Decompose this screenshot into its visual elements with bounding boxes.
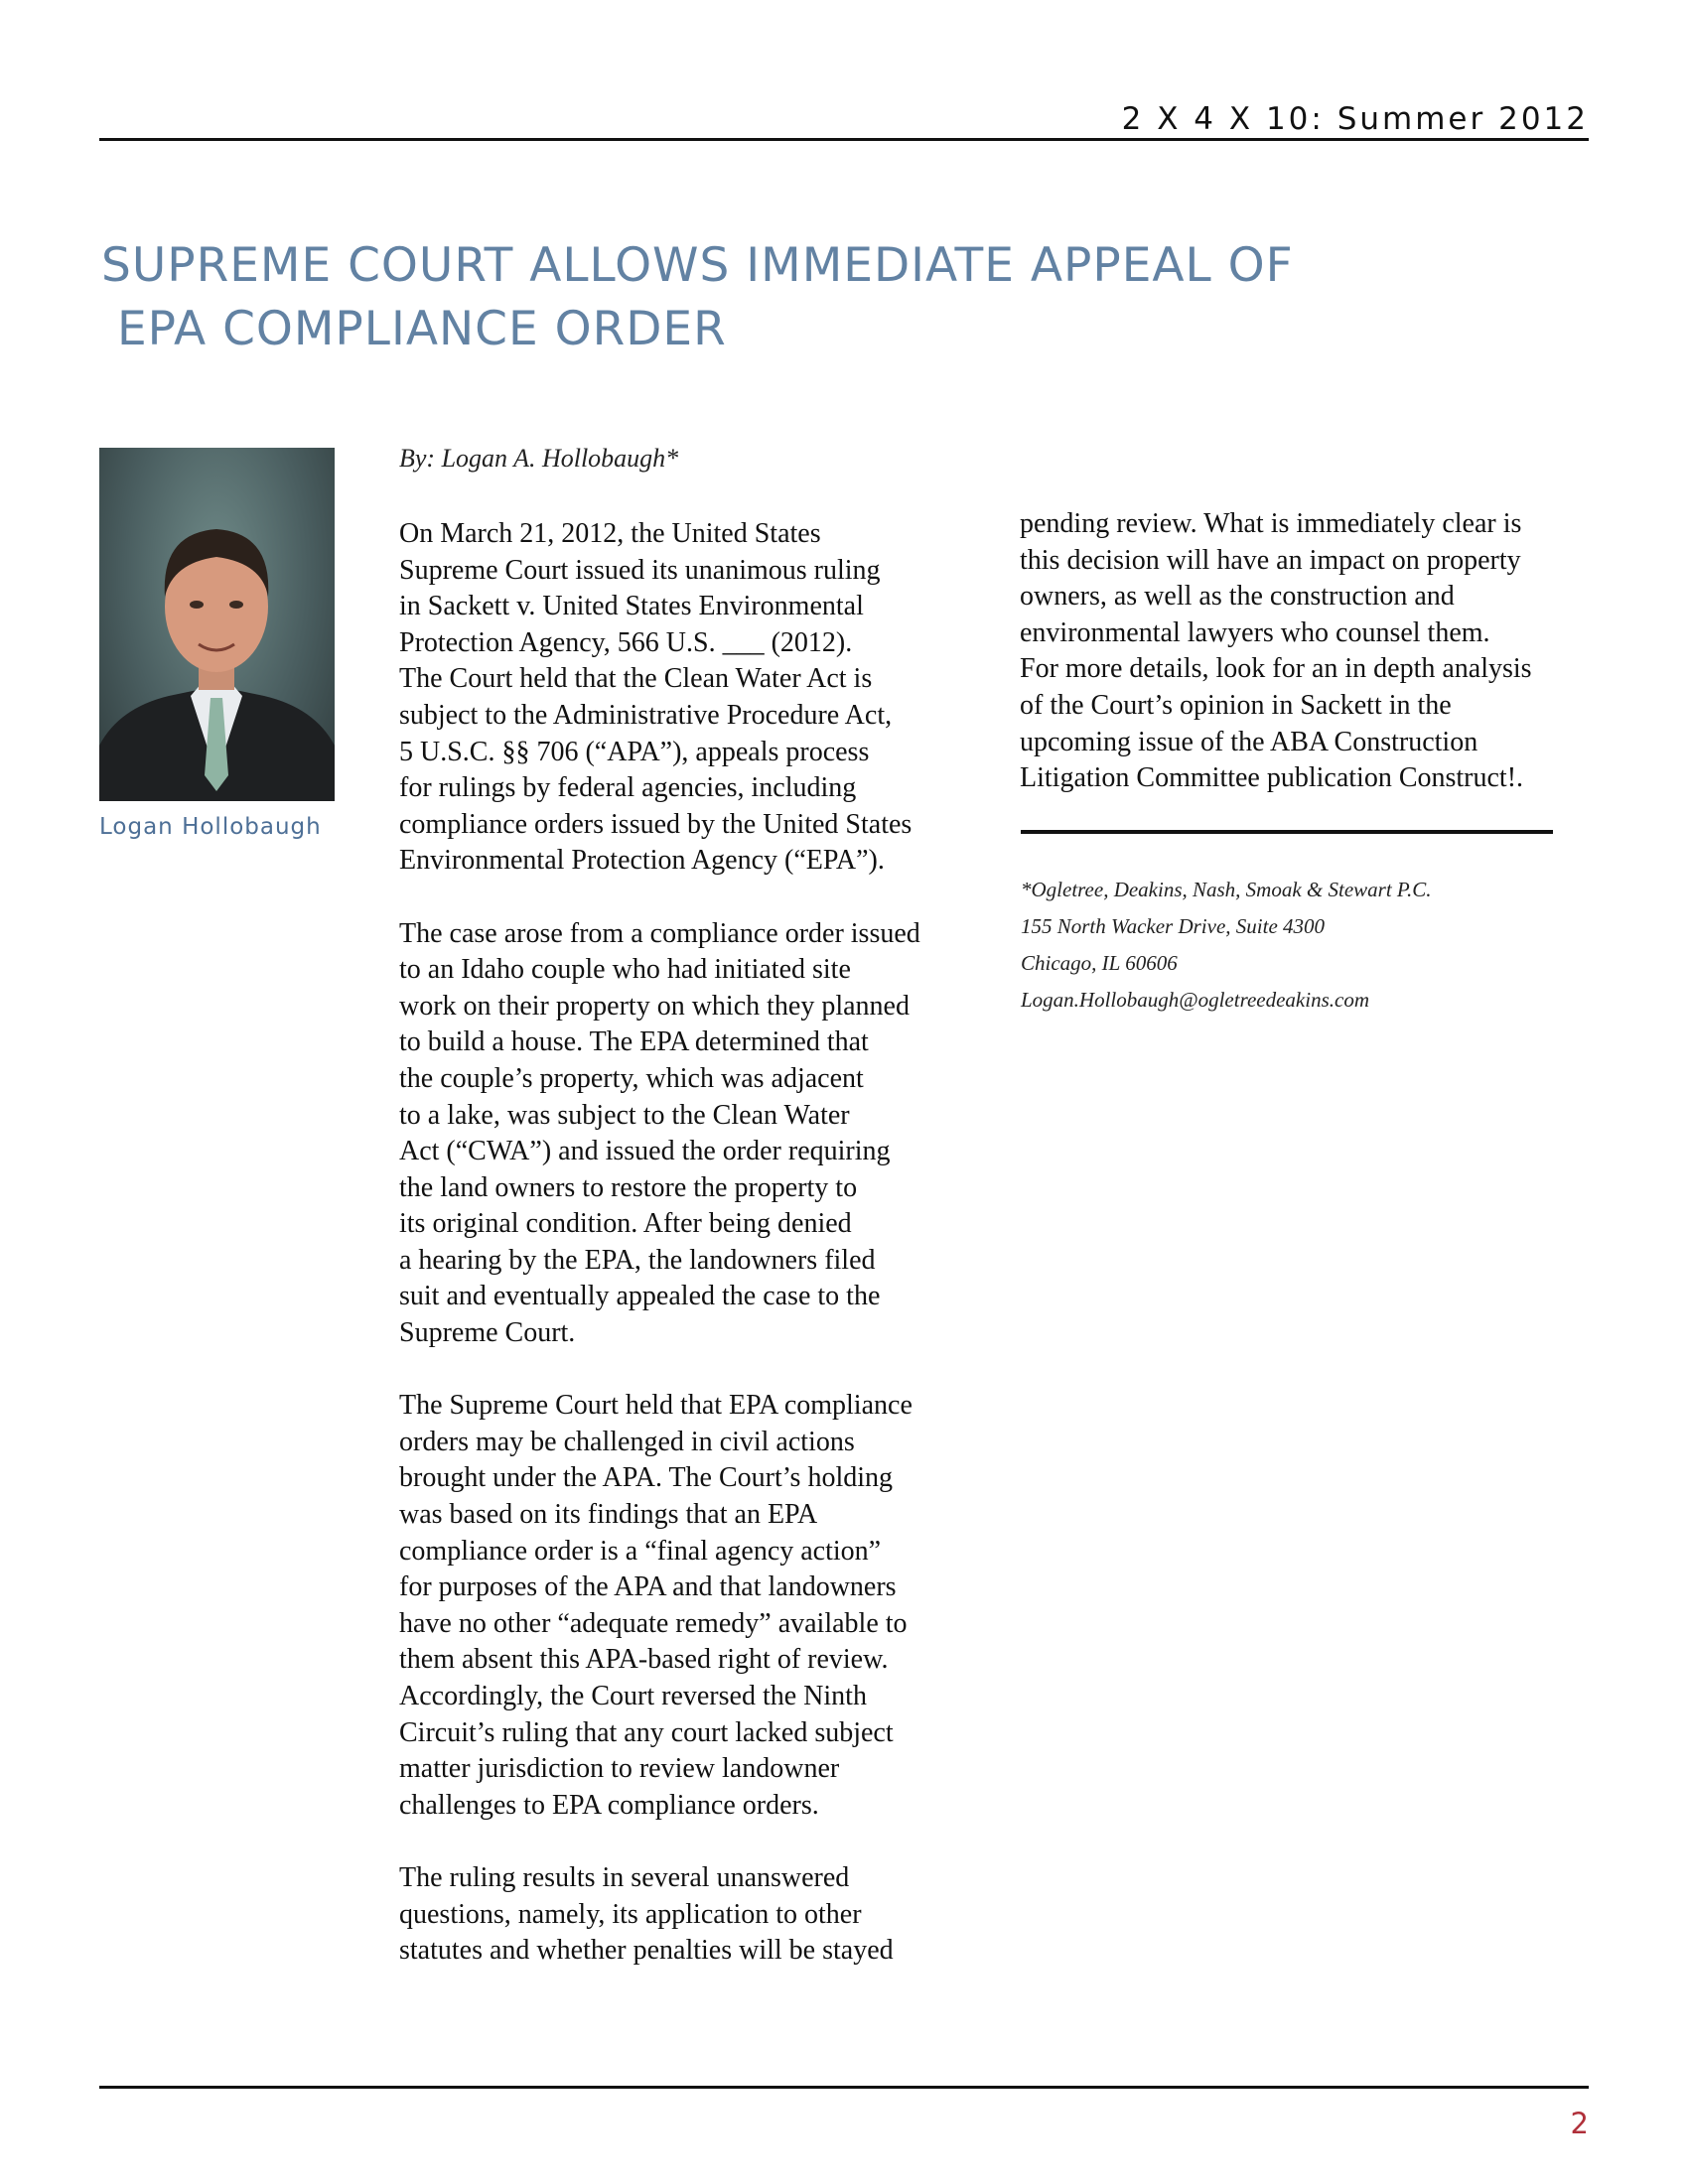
affiliation-email: Logan.Hollobaugh@ogletreedeakins.com bbox=[1021, 988, 1369, 1012]
text-line: for rulings by federal agencies, including bbox=[399, 772, 857, 804]
article-column-right bbox=[1020, 506, 1606, 833]
text-line: The Supreme Court held that EPA compliance bbox=[399, 1390, 913, 1422]
text-line: work on their property on which they planned bbox=[399, 990, 910, 1022]
text-line: to a lake, was subject to the Clean Water bbox=[399, 1099, 850, 1131]
affiliation-street: 155 North Wacker Drive, Suite 4300 bbox=[1021, 914, 1326, 938]
text-line: them absent this APA-based right of review. bbox=[399, 1644, 889, 1676]
paragraph bbox=[399, 1860, 995, 1970]
text-line: have no other “adequate remedy” available to bbox=[399, 1607, 908, 1639]
text-line: statutes and whether penalties will be stayed bbox=[399, 1935, 894, 1967]
text-line: Supreme Court issued its unanimous ruling bbox=[399, 554, 881, 586]
text-line: Litigation Committee publication Construct!. bbox=[1020, 762, 1524, 794]
author-photo bbox=[99, 448, 335, 801]
text-line: in Sackett v. United States Environmental bbox=[399, 591, 864, 622]
byline: By: Logan A. Hollobaugh* bbox=[399, 444, 679, 473]
text-line: Protection Agency, 566 U.S. ___ (2012). bbox=[399, 626, 853, 658]
text-line: the couple’s property, which was adjacent bbox=[399, 1062, 864, 1094]
affiliation-firm: *Ogletree, Deakins, Nash, Smoak & Stewart P.C. bbox=[1021, 878, 1432, 901]
text-line: the land owners to restore the property to bbox=[399, 1171, 858, 1203]
text-line: Supreme Court. bbox=[399, 1317, 576, 1349]
paragraph bbox=[1020, 506, 1606, 797]
text-line: compliance order is a “final agency action” bbox=[399, 1535, 882, 1567]
text-line: to an Idaho couple who had initiated site bbox=[399, 954, 851, 986]
text-line: For more details, look for an in depth analysis bbox=[1020, 653, 1532, 685]
header-divider bbox=[99, 138, 1589, 141]
text-line: The ruling results in several unanswered bbox=[399, 1861, 850, 1893]
text-line: its original condition. After being denied bbox=[399, 1208, 852, 1240]
text-line: Act (“CWA”) and issued the order requiring bbox=[399, 1136, 891, 1167]
affiliation-city: Chicago, IL 60606 bbox=[1021, 951, 1178, 975]
text-line: matter jurisdiction to review landowner bbox=[399, 1753, 840, 1785]
paragraph bbox=[399, 916, 995, 1352]
text-line: to build a house. The EPA determined that bbox=[399, 1026, 869, 1058]
article-column-left bbox=[399, 516, 995, 2005]
text-line: a hearing by the EPA, the landowners filed bbox=[399, 1244, 876, 1276]
text-line: compliance orders issued by the United States bbox=[399, 808, 913, 840]
text-line: pending review. What is immediately clear is bbox=[1020, 508, 1522, 539]
paragraph bbox=[399, 516, 995, 880]
text-line: 5 U.S.C. §§ 706 (“APA”), appeals process bbox=[399, 736, 870, 767]
page-number: 2 bbox=[1570, 2107, 1589, 2140]
text-line: orders may be challenged in civil actions bbox=[399, 1426, 855, 1457]
text-line: was based on its findings that an EPA bbox=[399, 1499, 818, 1531]
text-line: Environmental Protection Agency (“EPA”). bbox=[399, 845, 885, 877]
text-line: Circuit’s ruling that any court lacked subject bbox=[399, 1716, 894, 1748]
title-line: SUPREME COURT ALLOWS IMMEDIATE APPEAL OF bbox=[101, 238, 1294, 293]
text-line: suit and eventually appealed the case to the bbox=[399, 1281, 881, 1312]
signature-divider bbox=[1021, 830, 1553, 834]
paragraph bbox=[399, 1388, 995, 1824]
text-line: of the Court’s opinion in Sackett in the bbox=[1020, 689, 1452, 721]
photo-caption: Logan Hollobaugh bbox=[99, 814, 322, 840]
text-line: questions, namely, its application to other bbox=[399, 1898, 862, 1930]
text-line: challenges to EPA compliance orders. bbox=[399, 1789, 819, 1821]
running-header: 2 X 4 X 10: Summer 2012 bbox=[1121, 101, 1589, 137]
author-affiliation bbox=[1021, 872, 1432, 1019]
footer-divider bbox=[99, 2086, 1589, 2089]
text-line: The case arose from a compliance order issued bbox=[399, 917, 920, 949]
text-line: for purposes of the APA and that landowners bbox=[399, 1571, 897, 1603]
text-line: subject to the Administrative Procedure Act, bbox=[399, 699, 893, 731]
text-line: The Court held that the Clean Water Act is bbox=[399, 663, 873, 695]
text-line: On March 21, 2012, the United States bbox=[399, 518, 821, 549]
author-portrait-image bbox=[99, 448, 335, 801]
text-line: upcoming issue of the ABA Construction bbox=[1020, 726, 1478, 757]
text-line: this decision will have an impact on property bbox=[1020, 544, 1521, 576]
text-line: Accordingly, the Court reversed the Ninth bbox=[399, 1681, 867, 1711]
title-line: EPA COMPLIANCE ORDER bbox=[101, 302, 727, 356]
text-line: owners, as well as the construction and bbox=[1020, 581, 1455, 613]
text-line: environmental lawyers who counsel them. bbox=[1020, 616, 1490, 648]
text-line: brought under the APA. The Court’s holding bbox=[399, 1462, 893, 1494]
article-title bbox=[101, 234, 1491, 361]
